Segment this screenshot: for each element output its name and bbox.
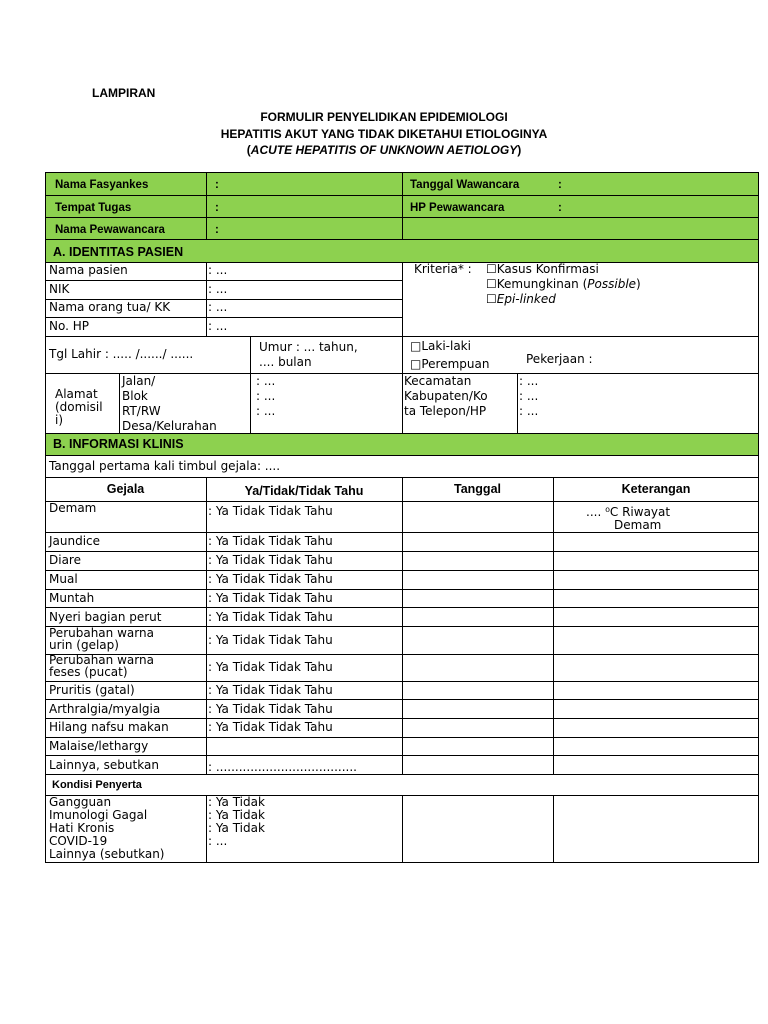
col-tanggal-header: Tanggal	[454, 482, 501, 496]
symptom-label-urin: Perubahan warna urin (gelap)	[49, 626, 154, 652]
section-a-title: A. IDENTITAS PASIEN	[53, 245, 184, 259]
symptom-options[interactable]: : Ya Tidak Tidak Tahu	[208, 534, 333, 548]
symptom-label: Pruritis (gatal)	[49, 683, 135, 697]
nama-ortu-field[interactable]: : ...	[208, 300, 228, 314]
nama-fasyankes-field[interactable]: :	[215, 179, 219, 191]
symptom-options[interactable]: : Ya Tidak Tidak Tahu	[208, 660, 333, 674]
col-keterangan-header: Keterangan	[621, 482, 691, 496]
kecamatan-field[interactable]: : ...	[519, 374, 539, 388]
symptom-label: Muntah	[49, 591, 95, 605]
kabupaten-field[interactable]: : ...	[519, 389, 539, 403]
checkbox-icon: ☐	[486, 262, 497, 276]
rtrw-label: RT/RW	[122, 404, 161, 418]
form-subtitle-english: (ACUTE HEPATITIS OF UNKNOWN AETIOLOGY)	[246, 143, 522, 157]
symptom-options[interactable]: : Ya Tidak Tidak Tahu	[208, 610, 333, 624]
symptom-options[interactable]: : Ya Tidak Tidak Tahu	[208, 591, 333, 605]
symptom-options[interactable]: : Ya Tidak Tidak Tahu	[208, 720, 333, 734]
kondisi-label: Imunologi Gagal	[49, 808, 148, 822]
rtrw-field[interactable]: : ...	[256, 404, 276, 418]
kondisi-label: COVID-19	[49, 834, 108, 848]
checkbox-icon: □	[410, 357, 422, 371]
blok-field[interactable]: : ...	[256, 389, 276, 403]
nik-field[interactable]: : ...	[208, 282, 228, 296]
symptom-label: Hilang nafsu makan	[49, 720, 169, 734]
checkbox-icon: ☐	[486, 292, 497, 306]
kondisi-options[interactable]: : ...	[208, 834, 228, 848]
checkbox-icon: □	[410, 339, 422, 353]
tanggal-pertama-field[interactable]: Tanggal pertama kali timbul gejala: ....	[49, 459, 281, 473]
col-gejala-header: Gejala	[106, 482, 145, 496]
pekerjaan-field[interactable]: Pekerjaan :	[526, 352, 593, 366]
symptom-label-feses: Perubahan warna feses (pucat)	[49, 653, 154, 679]
jalan-label: Jalan/	[122, 374, 156, 388]
kecamatan-label: Kecamatan	[404, 374, 472, 388]
kondisi-options[interactable]: : Ya Tidak	[208, 821, 265, 835]
kondisi-label: Lainnya (sebutkan)	[49, 847, 165, 861]
nama-fasyankes-label: Nama Fasyankes	[55, 179, 149, 191]
tanggal-wawancara-label: Tanggal Wawancara	[410, 179, 520, 191]
alamat-label-line3: i)	[55, 413, 64, 427]
hp-pewawancara-field[interactable]: :	[558, 202, 562, 214]
umur-bulan-field[interactable]: .... bulan	[259, 355, 312, 369]
blok-label: Blok	[122, 389, 148, 403]
nama-ortu-label: Nama orang tua/ KK	[49, 300, 171, 314]
alamat-label-line2: (domisil	[55, 400, 103, 414]
lampiran-label: LAMPIRAN	[92, 86, 156, 100]
kondisi-label: Gangguan	[49, 795, 112, 809]
kondisi-options[interactable]: : Ya Tidak	[208, 808, 265, 822]
tanggal-wawancara-field[interactable]: :	[558, 179, 562, 191]
col-ya-tidak-header: Ya/Tidak/Tidak Tahu	[244, 484, 364, 498]
kondisi-options[interactable]: : Ya Tidak	[208, 795, 265, 809]
tempat-tugas-field[interactable]: :	[215, 202, 219, 214]
umur-tahun-field[interactable]: Umur : ... tahun,	[259, 340, 358, 354]
symptom-label: Nyeri bagian perut	[49, 610, 162, 624]
gender-perempuan-option[interactable]: □Perempuan	[410, 357, 490, 371]
desa-label: Desa/Kelurahan	[122, 419, 217, 433]
jalan-field[interactable]: : ...	[256, 374, 276, 388]
symptom-options[interactable]: : Ya Tidak Tidak Tahu	[208, 504, 333, 518]
symptom-options[interactable]: : Ya Tidak Tidak Tahu	[208, 553, 333, 567]
kriteria-epi-linked-option[interactable]: ☐Epi-linked	[486, 292, 556, 306]
demam-suhu-field[interactable]: .... ⁰C Riwayat	[586, 505, 671, 519]
nama-pewawancara-label: Nama Pewawancara	[55, 224, 165, 236]
symptom-label: Malaise/lethargy	[49, 739, 149, 753]
alamat-label: Alamat	[55, 387, 98, 401]
kriteria-label: Kriteria* :	[414, 262, 472, 276]
symptom-label: Demam	[49, 501, 97, 515]
symptom-options[interactable]: : Ya Tidak Tidak Tahu	[208, 702, 333, 716]
kondisi-label: Hati Kronis	[49, 821, 115, 835]
no-hp-field[interactable]: : ...	[208, 319, 228, 333]
nik-label: NIK	[49, 282, 70, 296]
symptom-options[interactable]: : Ya Tidak Tidak Tahu	[208, 633, 333, 647]
no-hp-label: No. HP	[49, 319, 89, 333]
kabupaten-label: Kabupaten/Ko	[404, 389, 488, 403]
symptom-options[interactable]: : Ya Tidak Tidak Tahu	[208, 572, 333, 586]
symptom-label: Mual	[49, 572, 78, 586]
section-b-title: B. INFORMASI KLINIS	[53, 437, 184, 451]
symptom-options[interactable]: : Ya Tidak Tidak Tahu	[208, 683, 333, 697]
telepon-field[interactable]: : ...	[519, 404, 539, 418]
kondisi-penyerta-title: Kondisi Penyerta	[52, 779, 142, 791]
symptom-label: Jaundice	[49, 534, 101, 548]
kota-telepon-label: ta Telepon/HP	[404, 404, 487, 418]
tempat-tugas-label: Tempat Tugas	[55, 202, 132, 214]
form-subtitle: HEPATITIS AKUT YANG TIDAK DIKETAHUI ETIOLOGINYA	[220, 127, 548, 141]
gender-laki-option[interactable]: □Laki-laki	[410, 339, 471, 353]
nama-pasien-label: Nama pasien	[49, 263, 128, 277]
symptom-label: Arthralgia/myalgia	[49, 702, 161, 716]
nama-pasien-field[interactable]: : ...	[208, 263, 228, 277]
hp-pewawancara-label: HP Pewawancara	[410, 202, 505, 214]
form-title: FORMULIR PENYELIDIKAN EPIDEMIOLOGI	[260, 110, 508, 124]
symptom-label: Diare	[49, 553, 81, 567]
demam-keterangan-label: Demam	[614, 518, 662, 532]
nama-pewawancara-field[interactable]: :	[215, 224, 219, 236]
kriteria-kemungkinan-option[interactable]: ☐Kemungkinan (Possible)	[486, 277, 641, 291]
kriteria-konfirmasi-option[interactable]: ☐Kasus Konfirmasi	[486, 262, 599, 276]
symptom-label: Lainnya, sebutkan	[49, 758, 159, 772]
tgl-lahir-field[interactable]: Tgl Lahir : ..... /....../ ......	[49, 347, 194, 361]
checkbox-icon: ☐	[486, 277, 497, 291]
lainnya-field[interactable]: : .....................................	[208, 760, 357, 774]
